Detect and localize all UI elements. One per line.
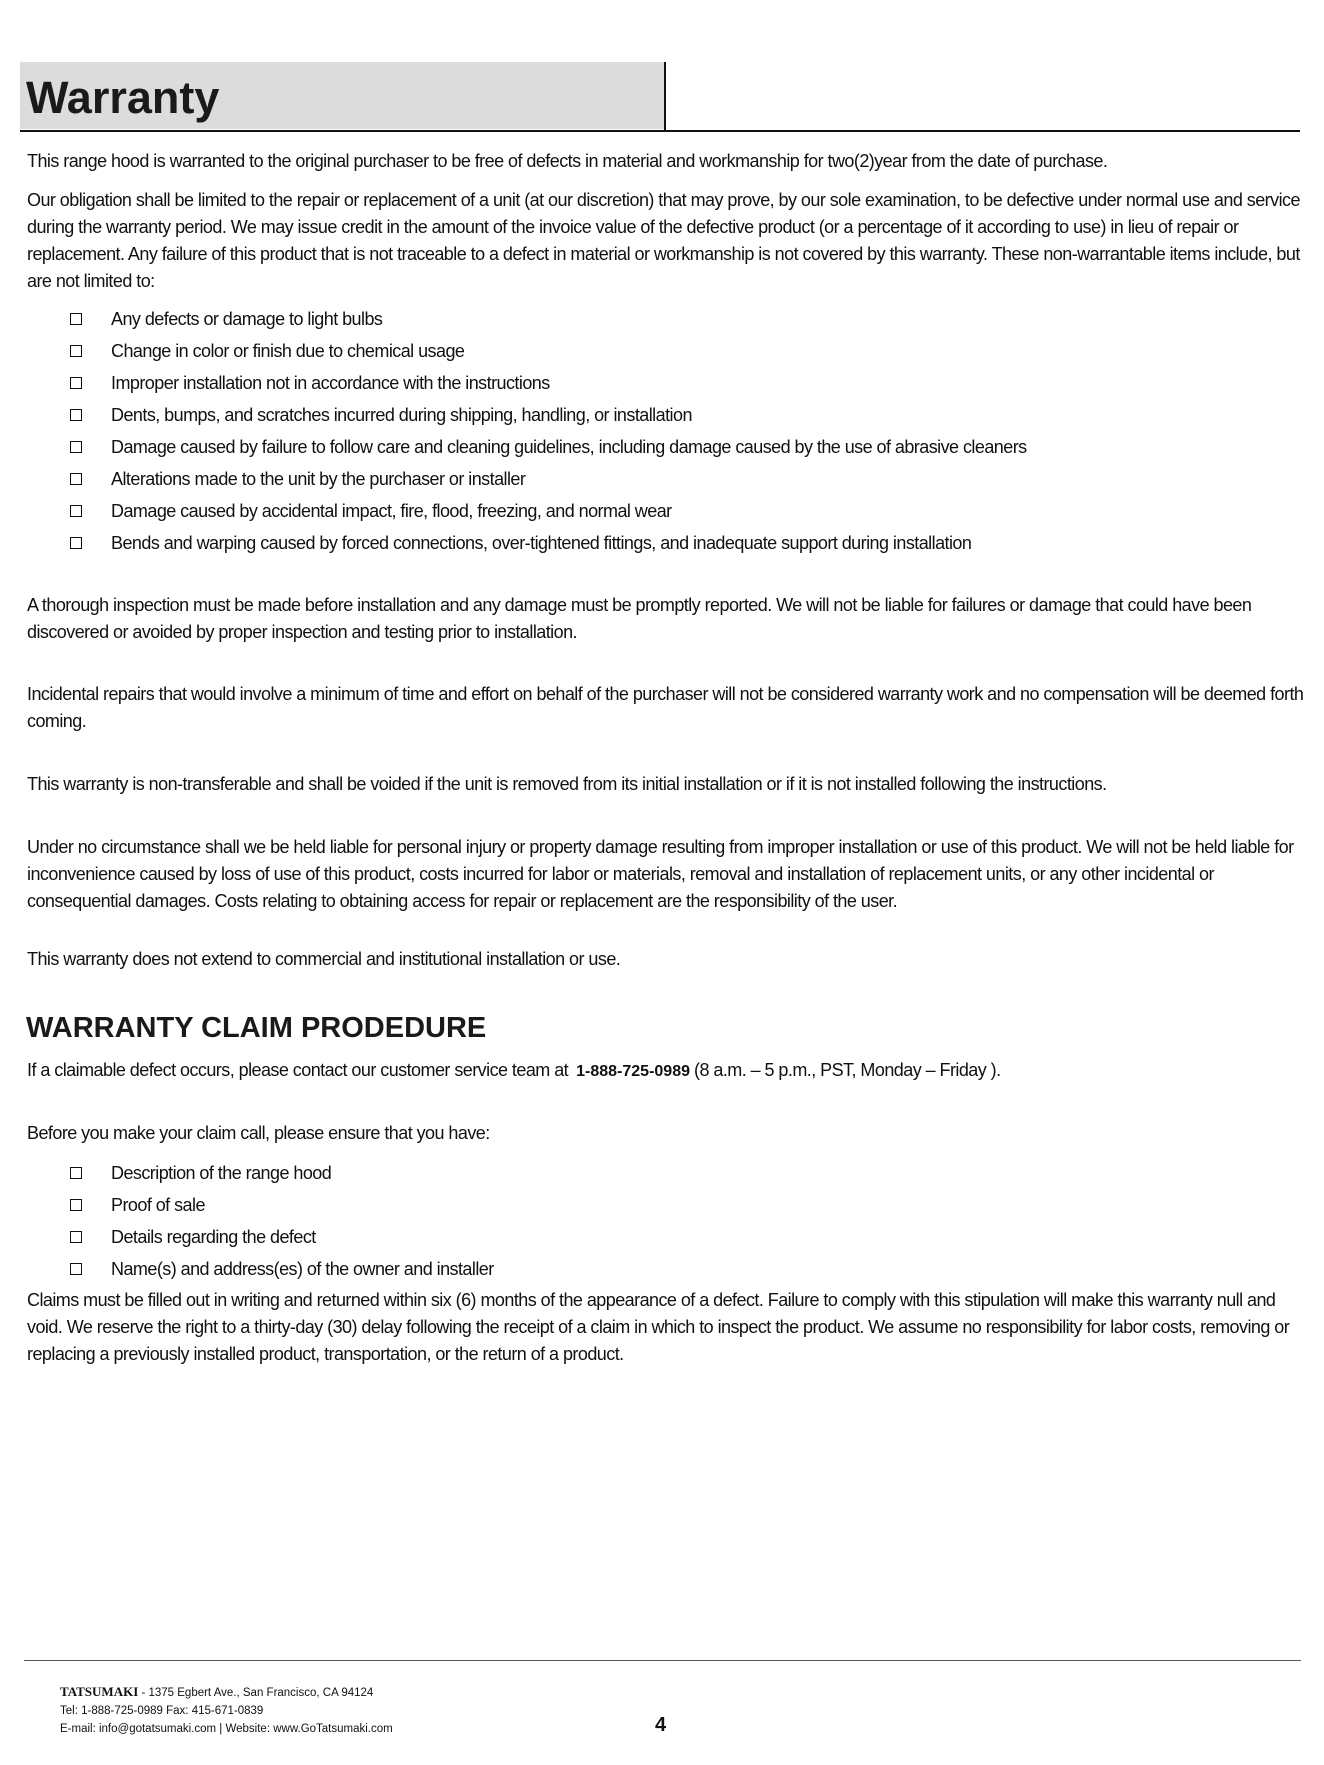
page-title: Warranty [26,72,220,123]
claim-contact-prefix: If a claimable defect occurs, please contact our customer service team at [27,1060,569,1080]
exclusion-label: Any defects or damage to light bulbs [111,309,383,329]
footer-address: - 1375 Egbert Ave., San Francisco, CA 94124 [138,1687,374,1699]
exclusion-item [70,431,1027,463]
exclusion-label: Dents, bumps, and scratches incurred during shipping, handling, or installation [111,405,692,425]
exclusion-item [70,335,1027,367]
brand-name: TATSUMAKI [60,1684,139,1699]
checkbox-icon [70,377,82,389]
footer-rule [24,1660,1301,1661]
transfer-paragraph: This warranty is non-transferable and shall be voided if the unit is removed from its initial installation or if it is not installed following the instructions. [27,774,1107,794]
exclusion-label: Damage caused by failure to follow care and cleaning guidelines, including damage caused by the use of abrasive cleaners [111,437,1027,457]
commercial-paragraph: This warranty does not extend to commercial and institutional installation or use. [27,949,621,969]
exclusion-item [70,303,1027,335]
exclusion-item [70,463,1027,495]
checklist-label: Name(s) and address(es) of the owner and installer [111,1259,494,1279]
footer [60,1683,393,1738]
warranty-obligation: Our obligation shall be limited to the repair or replacement of a unit (at our discretion) that may prove, by our sole examination, to be defective under normal use and service during the warranty period. We may issue credit in the amount of the invoice value of the defective product (or a percentage of it according to use) in lieu of repair or replacement. Any failure of this product that is not traceable to a defect in material or workmanship is not covered by this warranty. These non-warrantable items include, but are not limited to: [27,190,1300,291]
title-divider [664,62,666,132]
checkbox-icon [70,537,82,549]
exclusion-item [70,367,1027,399]
exclusion-list [70,303,1027,559]
claim-checklist [70,1157,494,1285]
checkbox-icon [70,473,82,485]
footer-phone-fax: Tel: 1-888-725-0989 Fax: 415-671-0839 [60,1705,264,1717]
claim-heading: WARRANTY CLAIM PRODEDURE [26,1012,487,1044]
checklist-item [70,1253,494,1285]
exclusion-item [70,495,1027,527]
exclusion-item [70,399,1027,431]
claim-before: Before you make your claim call, please ensure that you have: [27,1123,490,1143]
checklist-label: Proof of sale [111,1195,205,1215]
checkbox-icon [70,505,82,517]
claim-hours: (8 a.m. – 5 p.m., PST, Monday – Friday ). [694,1060,1001,1080]
checkbox-icon [70,441,82,453]
checkbox-icon [70,1231,82,1243]
checklist-label: Details regarding the defect [111,1227,316,1247]
checklist-item [70,1221,494,1253]
warranty-intro: This range hood is warranted to the original purchaser to be free of defects in material and workmanship for two(2)year from the date of purchase. [27,151,1108,171]
customer-service-phone: 1-888-725-0989 [576,1063,690,1080]
exclusion-label: Alterations made to the unit by the purchaser or installer [111,469,526,489]
checkbox-icon [70,313,82,325]
exclusion-item [70,527,1027,559]
checklist-item [70,1157,494,1189]
checkbox-icon [70,409,82,421]
exclusion-label: Change in color or finish due to chemical usage [111,341,465,361]
page-number: 4 [655,1714,667,1736]
title-rule [20,130,1300,132]
exclusion-label: Bends and warping caused by forced connections, over-tightened fittings, and inadequate support during installation [111,533,972,553]
inspection-paragraph: A thorough inspection must be made before installation and any damage must be promptly reported. We will not be liable for failures or damage that could have been discovered or avoided by proper inspection and testing prior to installation. [27,595,1252,642]
footer-email-website: E-mail: info@gotatsumaki.com | Website: www.GoTatsumaki.com [60,1723,393,1735]
claim-contact-line [27,1057,1305,1085]
incidental-paragraph: Incidental repairs that would involve a minimum of time and effort on behalf of the purchaser will not be considered warranty work and no compensation will be deemed forth coming. [27,684,1304,731]
liability-paragraph: Under no circumstance shall we be held liable for personal injury or property damage resulting from improper installation or use of this product. We will not be held liable for inconvenience caused by loss of use of this product, costs incurred for labor or materials, removal and installation of replacement units, or any other incidental or consequential damages. Costs relating to obtaining access for repair or replacement are the responsibility of the user. [27,837,1294,911]
checkbox-icon [70,1199,82,1211]
exclusion-label: Improper installation not in accordance with the instructions [111,373,550,393]
checklist-item [70,1189,494,1221]
checkbox-icon [70,345,82,357]
checkbox-icon [70,1263,82,1275]
exclusion-label: Damage caused by accidental impact, fire, flood, freezing, and normal wear [111,501,672,521]
checkbox-icon [70,1167,82,1179]
footer-address-line [60,1683,393,1702]
checklist-label: Description of the range hood [111,1163,332,1183]
claim-terms: Claims must be filled out in writing and returned within six (6) months of the appearance of a defect. Failure to comply with this stipulation will make this warranty null and void. We reserve the right to a thirty-day (30) delay following the receipt of a claim in which to inspect the product. We assume no responsibility for labor costs, removing or replacing a previously installed product, transportation, or the return of a product. [27,1290,1290,1364]
